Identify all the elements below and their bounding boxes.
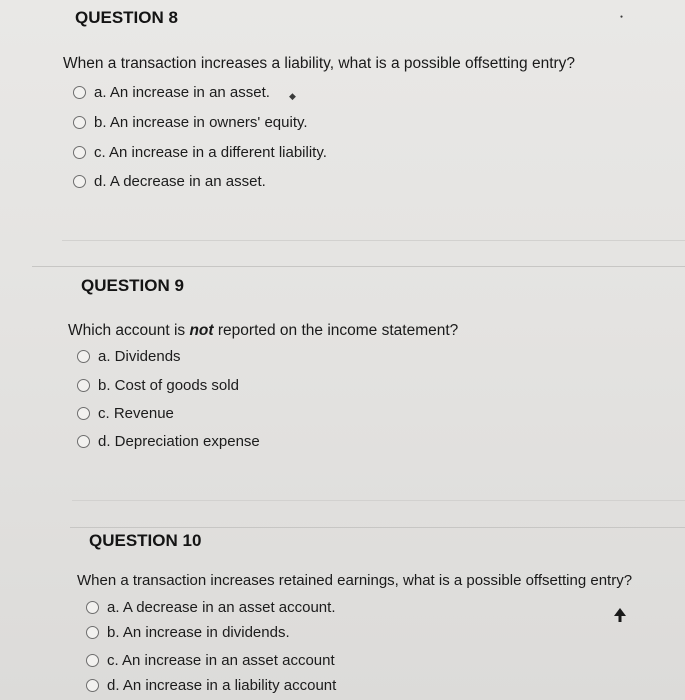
option-label: a. Dividends — [98, 348, 181, 365]
option-d[interactable] — [86, 677, 336, 694]
option-b[interactable] — [77, 377, 239, 394]
option-a[interactable] — [77, 348, 181, 365]
option-label: c. An increase in an asset account — [107, 652, 335, 669]
question-title: QUESTION 10 — [89, 531, 202, 550]
radio-unselected-icon[interactable] — [73, 175, 86, 188]
option-b[interactable] — [86, 624, 290, 641]
stray-dot-icon: ◆ — [289, 91, 296, 101]
stray-dot-icon: ● — [620, 14, 624, 20]
question-text — [68, 322, 458, 340]
radio-unselected-icon[interactable] — [73, 86, 86, 99]
question-text: When a transaction increases retained earnings, what is a possible offsetting entry? — [77, 572, 633, 589]
question-text-before: Which account is — [68, 322, 190, 339]
question-9 — [0, 266, 685, 516]
question-title: QUESTION 9 — [81, 276, 184, 295]
radio-unselected-icon[interactable] — [86, 679, 99, 692]
option-label: c. Revenue — [98, 405, 174, 422]
option-b[interactable] — [73, 114, 308, 131]
question-8 — [0, 0, 685, 250]
option-label: d. An increase in a liability account — [107, 677, 337, 694]
option-label: b. An increase in owners' equity. — [94, 114, 308, 131]
section-divider — [72, 500, 685, 501]
radio-unselected-icon[interactable] — [77, 407, 90, 420]
option-c[interactable] — [73, 144, 327, 161]
option-label: d. A decrease in an asset. — [94, 173, 266, 190]
section-divider — [62, 240, 685, 241]
option-label: a. An increase in an asset. — [94, 84, 270, 101]
option-label: b. Cost of goods sold — [98, 377, 239, 394]
mouse-pointer-icon — [614, 608, 626, 622]
radio-unselected-icon[interactable] — [73, 116, 86, 129]
option-a[interactable] — [73, 84, 270, 101]
question-10 — [0, 527, 685, 700]
option-label: d. Depreciation expense — [98, 433, 260, 450]
radio-unselected-icon[interactable] — [77, 379, 90, 392]
option-label: c. An increase in a different liability. — [94, 144, 327, 161]
question-text: When a transaction increases a liability, what is a possible offsetting entry? — [63, 55, 576, 72]
radio-unselected-icon[interactable] — [77, 435, 90, 448]
question-text-emphasis: not — [189, 322, 214, 339]
question-title: QUESTION 8 — [75, 8, 178, 27]
radio-unselected-icon[interactable] — [86, 601, 99, 614]
option-c[interactable] — [86, 652, 335, 669]
option-d[interactable] — [77, 433, 260, 450]
option-label: a. A decrease in an asset account. — [107, 599, 336, 616]
radio-unselected-icon[interactable] — [73, 146, 86, 159]
option-c[interactable] — [77, 405, 174, 422]
option-label: b. An increase in dividends. — [107, 624, 290, 641]
radio-unselected-icon[interactable] — [86, 626, 99, 639]
option-a[interactable] — [86, 599, 336, 616]
radio-unselected-icon[interactable] — [86, 654, 99, 667]
question-text-after: reported on the income statement? — [213, 322, 459, 339]
option-d[interactable] — [73, 173, 266, 190]
radio-unselected-icon[interactable] — [77, 350, 90, 363]
